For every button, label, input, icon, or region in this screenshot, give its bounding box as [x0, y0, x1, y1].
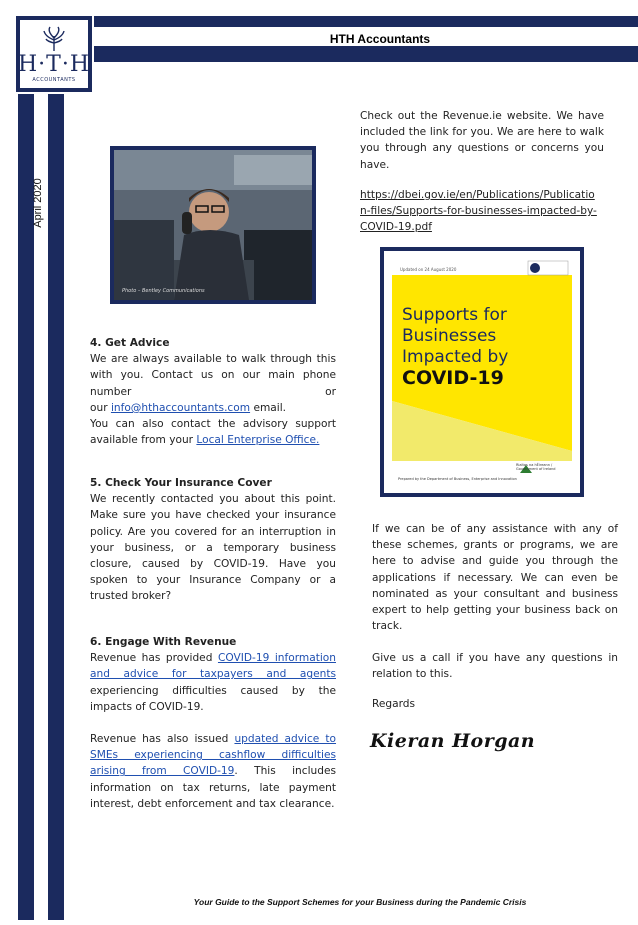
paragraph: You can also contact the advisory support available from your Local Enterprise Office. [90, 418, 336, 447]
section-insurance [90, 475, 336, 605]
photo-caption: Photo – Bentley Communications [122, 288, 205, 294]
date-label: April 2020 [32, 178, 45, 228]
top-bar-2 [94, 46, 638, 62]
paragraph: We recently contacted you about this point. Make sure you have checked your insurance policy. Are you covered for an interruption in your business, or a temporary business closure, caused by COVID-19. Have you spoken to your Insurance Company or a trusted broker? [90, 493, 336, 603]
logo-subtitle: ACCOUNTANTS [32, 77, 76, 83]
section-heading: 5. Check Your Insurance Cover [90, 477, 272, 489]
photo-illustration [114, 150, 312, 300]
page-footer: Your Guide to the Support Schemes for your Business during the Pandemic Crisis [193, 897, 527, 907]
section-heading: 6. Engage With Revenue [90, 636, 237, 648]
paragraph-call-us: Give us a call if you have any questions in relation to this. [372, 652, 618, 681]
revenue-covid-link[interactable]: COVID-19 information and advice for taxpayers and agents [90, 652, 336, 681]
section-heading: 4. Get Advice [90, 337, 170, 349]
signature: Kieran Horgan [370, 730, 536, 752]
cover-gov-note: Rialtas na hÉireann / Government of Ireland [516, 463, 556, 471]
paragraph: We are always available to walk through this with you. Contact us on our main phone number [90, 353, 336, 398]
cover-footer-note: Prepared by the Department of Business, Enterprise and Innovation [398, 477, 517, 481]
page-title: HTH Accountants [329, 32, 431, 46]
logo-wordmark: H·T·H [17, 52, 91, 77]
office-photo [110, 146, 316, 304]
dbei-pdf-link[interactable]: https://dbei.gov.ie/en/Publications/Publicatio n-files/Supports-for-businesses-impacted-by- COVID-19.pdf [360, 189, 597, 234]
sme-advice-link[interactable]: updated advice to SMEs experiencing cashflow difficulties arising from COVID-19 [90, 733, 337, 778]
local-enterprise-link[interactable]: Local Enterprise Office. [196, 434, 320, 447]
email-link[interactable]: info@hthaccountants.com [110, 401, 251, 414]
left-bar-2 [48, 94, 64, 920]
email-line: our info@hthaccountants.com email. [90, 401, 287, 414]
cover-title: Supports for Businesses Impacted by COVID-19 [402, 305, 509, 389]
cover-date-note: Updated on 24 August 2020 [400, 267, 457, 272]
flower-logo-icon [41, 26, 67, 52]
top-bar-1 [94, 16, 638, 27]
or-line: or [325, 385, 336, 398]
publication-cover [380, 247, 584, 497]
paragraph-assistance: If we can be of any assistance with any of these schemes, grants or programs, we are here to advise and guide you through the applications if necessary. We can even be nominated as your consultant and business expert to help getting your business back on track. [372, 523, 618, 633]
section-get-advice [90, 335, 336, 448]
section-revenue [90, 634, 336, 812]
regards-text: Regards [372, 698, 416, 710]
paragraph: Revenue has provided COVID-19 information and advice for taxpayers and agents experiencing difficulties caused by the impacts of COVID-19. [90, 652, 336, 713]
paragraph: Revenue has also issued updated advice to SMEs experiencing cashflow difficulties arising from COVID-19. This includes information on tax returns, late payment interest, debt enforcement and tax clearance. [90, 733, 337, 810]
company-logo [16, 16, 92, 92]
paragraph-revenue-site: Check out the Revenue.ie website. We have included the link for you. We are here to walk you through any questions or concerns you have. [360, 110, 604, 171]
